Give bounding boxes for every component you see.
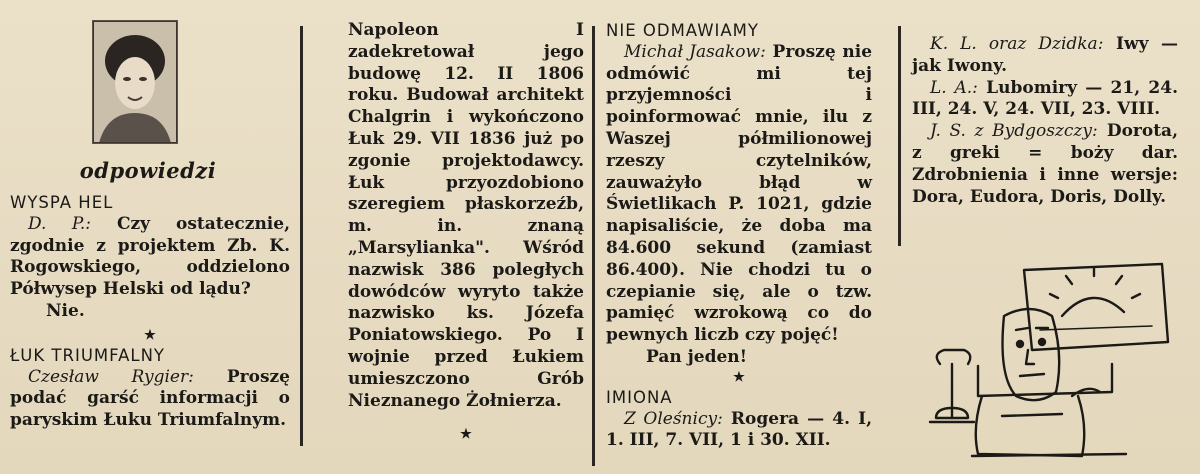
letter-body: Proszę nie odmówić mi tej przyjemności i poinformować mnie, ilu z Waszej półmilionowej rzeszy czytelników, zauważyło błąd w Świetlikach P. 1021, gdzie napisaliście, że doba ma 84.600 sekund (zamiast 86.400). Nie chodzi tu o czepianie się, ale o tzw. pamięć wzrokową co do pewnych liczb czy pojęć! (606, 41, 873, 346)
section-brand-title: odpowiedzi (79, 158, 217, 183)
heading-luk-triumfalny: ŁUK TRIUMFALNY (10, 345, 166, 365)
column-4 (912, 34, 1178, 208)
answer-luk-body: Napoleon I zadekretował jego budowę 12. II 1806 roku. Budował architekt Chalgrin i wykończono Łuk 29. VII 1836 już po zgonie projektodawcy. Łuk przyozdobiono szeregiem płaskorzeźb, m. in. znaną „Marsylianka". Wśród nazwisk 386 poległych dowódców wyryto także nazwisko ks. Józefa Poniatowskiego. Po I wojnie przed Łukiem umieszczono Grób Nieznanego Żołnierza. (348, 20, 584, 411)
letter-imiona (606, 409, 872, 453)
portrait-photo (92, 20, 178, 144)
letter-body: Rogera — 4. I, 1. III, 7. VII, 1 i 30. XII. (606, 408, 872, 451)
separator-star: ★ (733, 369, 745, 385)
column-divider (898, 26, 901, 246)
heading-imiona: IMIONA (606, 387, 673, 407)
entry-author: L. A.: (930, 77, 978, 98)
column-2 (348, 20, 584, 444)
letter-body: Proszę podać garść informacji o paryskim Łuku Triumfalnym. (10, 366, 290, 431)
column-1 (10, 192, 290, 432)
entry-js (912, 121, 1178, 208)
letter-luk (10, 367, 290, 432)
separator-star: ★ (460, 427, 472, 443)
column-divider (300, 26, 303, 446)
entry-la (912, 78, 1178, 122)
letter-body: Czy ostatecznie, zgodnie z projektem Zb. K. Rogowskiego, oddzielono Półwysep Helski od lądu? (10, 213, 290, 300)
letter-signature: Pan jeden! (646, 346, 748, 367)
letter-author: Michał Jasakow: (624, 41, 766, 62)
letter-wyspa-hel (10, 214, 290, 301)
entry-body: Dorota, z greki = boży dar. Zdrobnienia i inne wersje: Dora, Eudora, Doris, Dolly. (912, 121, 1178, 207)
letter-author: Czesław Rygier: (28, 366, 194, 387)
entry-author: J. S. z Bydgoszczy: (930, 121, 1098, 142)
heading-nie-odmawiamy: NIE ODMAWIAMY (606, 21, 759, 40)
entry-author: K. L. oraz Dzidka: (930, 34, 1104, 54)
letter-author: D. P.: (28, 213, 91, 234)
column-divider (592, 26, 595, 466)
answer-text: Nie. (46, 300, 85, 321)
heading-wyspa-hel: WYSPA HEL (10, 193, 114, 212)
cartoon-illustration (912, 246, 1188, 466)
separator-star: ★ (144, 327, 156, 343)
entry-kl (912, 34, 1178, 78)
entry-body: Iwy — jak Iwony. (912, 34, 1179, 76)
letter-nie-odmawiamy (606, 42, 872, 347)
column-3 (606, 20, 872, 452)
letter-author: Z Oleśnicy: (624, 408, 723, 429)
entry-body: Lubomiry — 21, 24. III, 24. V, 24. VII, 23. VIII. (912, 77, 1178, 120)
